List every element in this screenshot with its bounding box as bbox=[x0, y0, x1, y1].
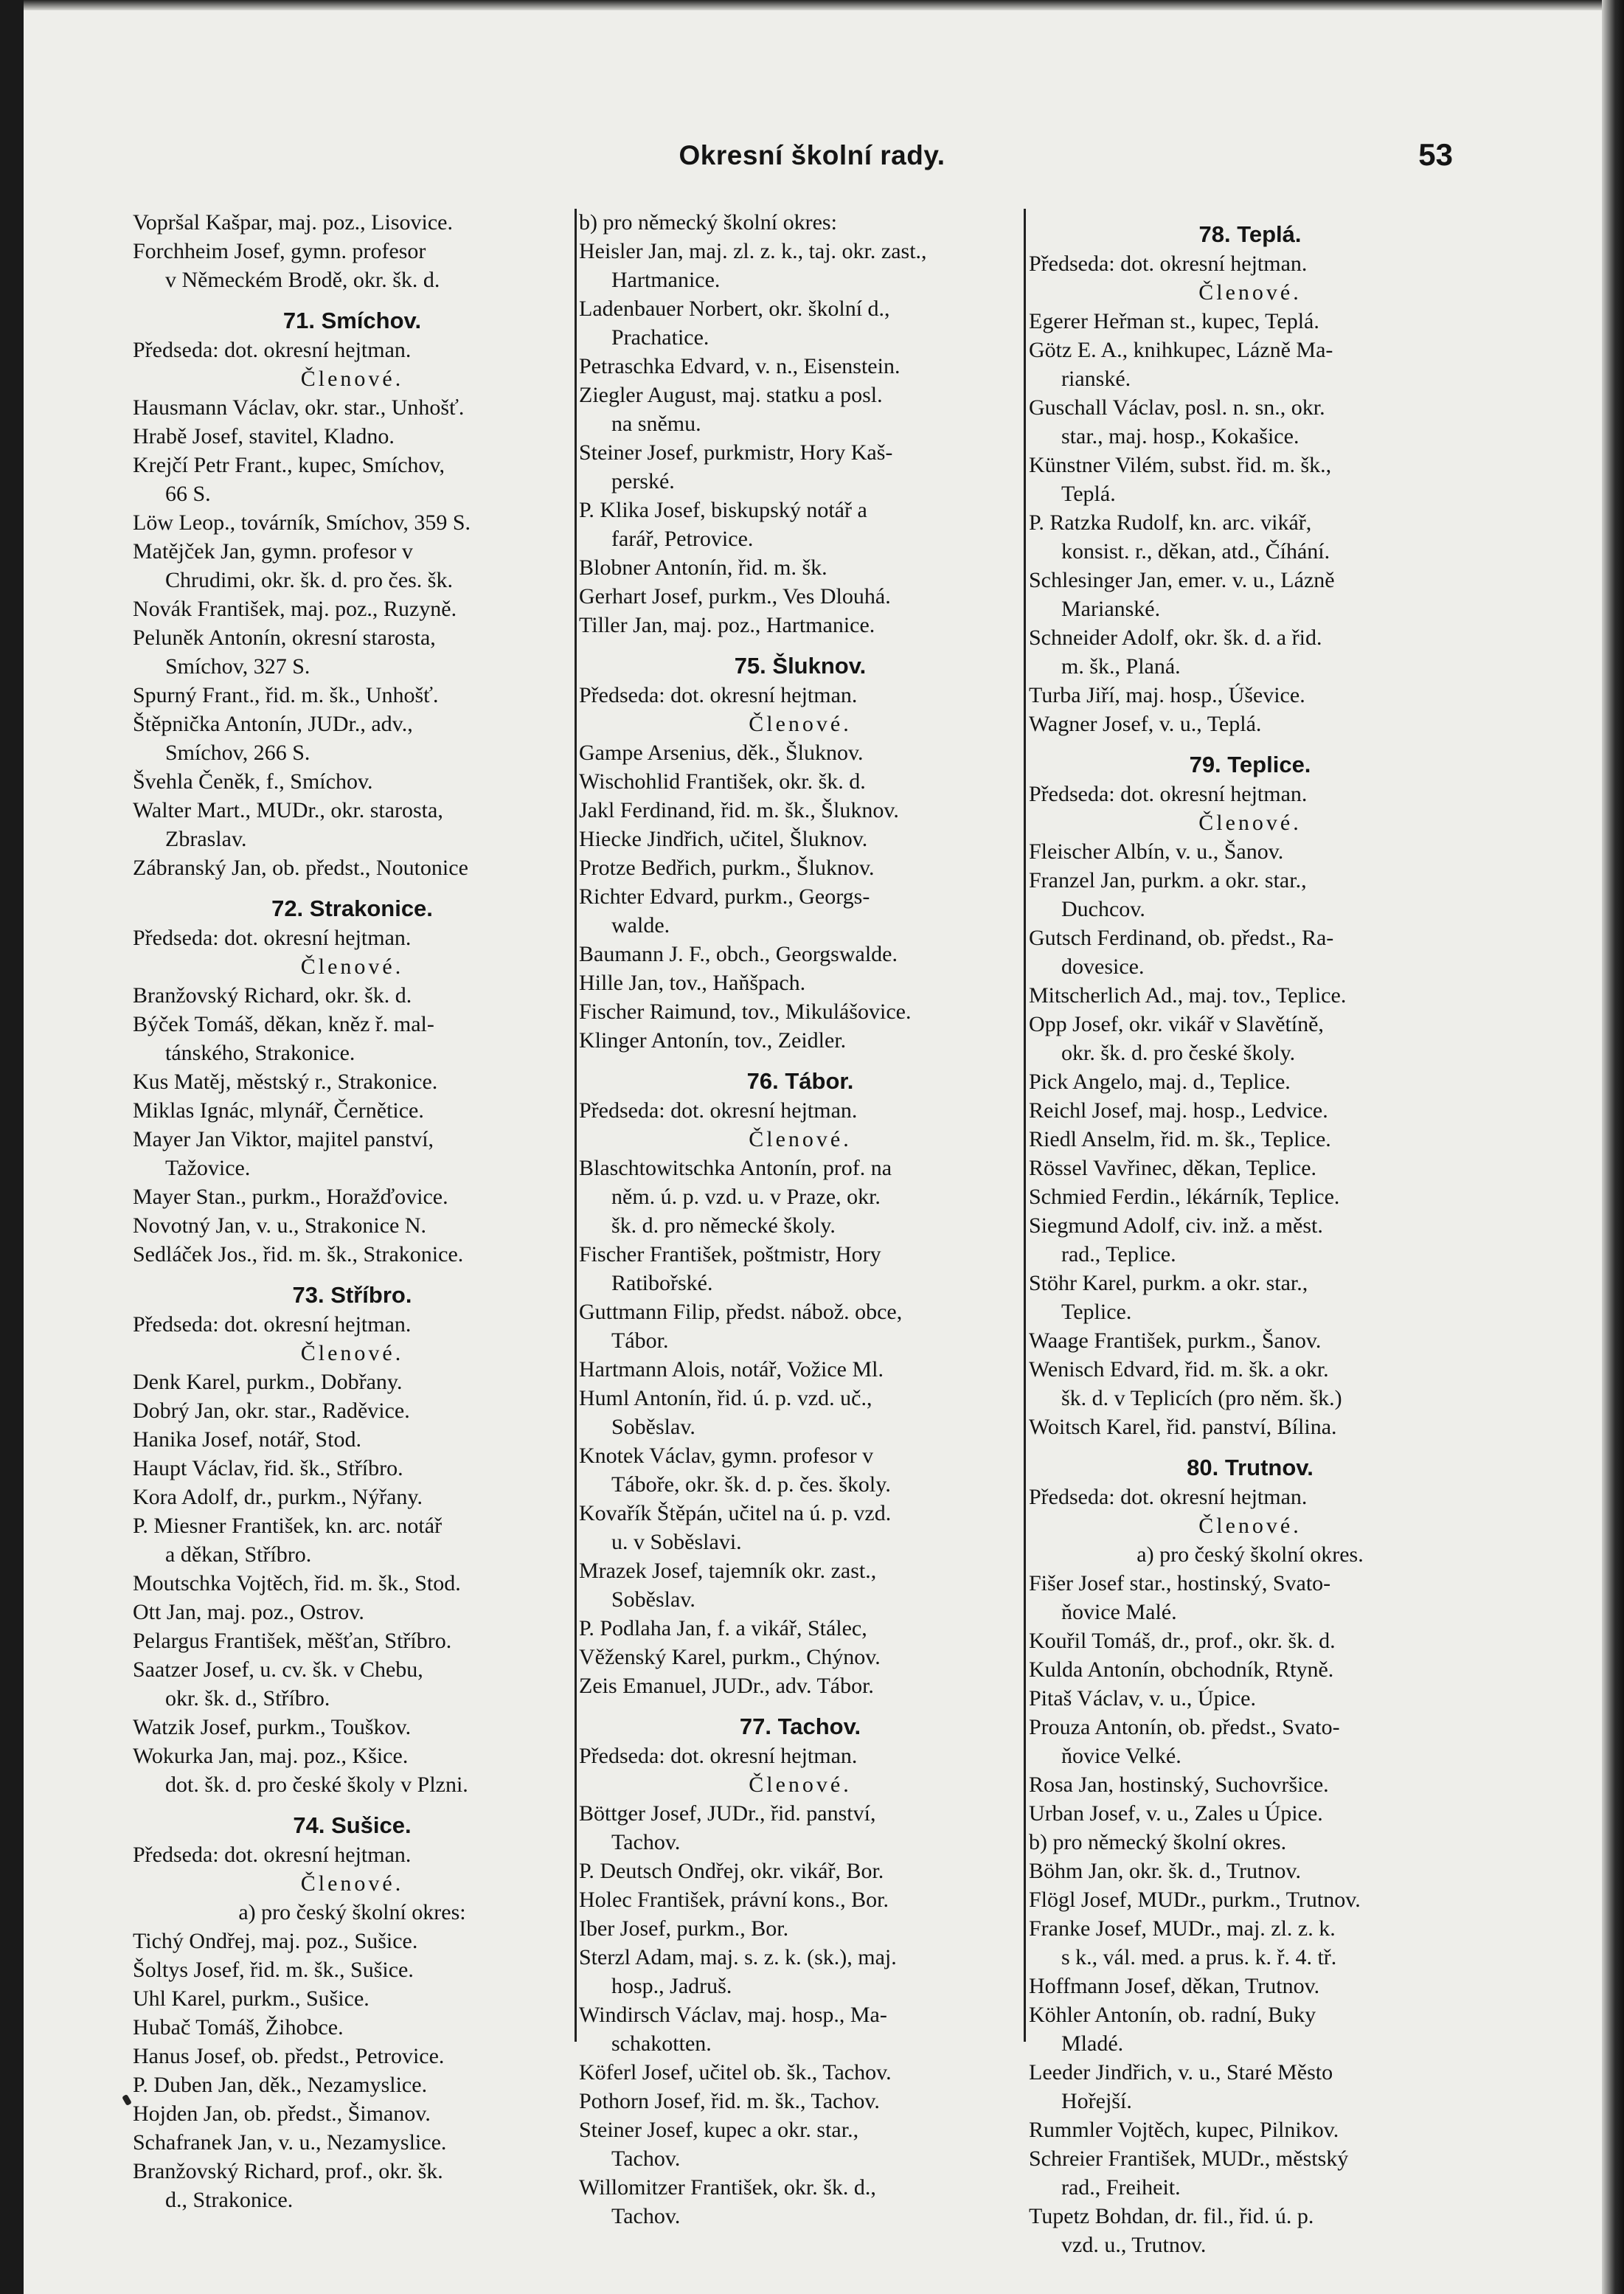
members-label: Členové. bbox=[1198, 1514, 1302, 1538]
entry-line: Tichý Ondřej, maj. poz., Sušice. bbox=[133, 1929, 418, 1953]
entry-line: Předseda: dot. okresní hejtman. bbox=[1029, 782, 1308, 806]
entry-line: Wokurka Jan, maj. poz., Kšice. bbox=[133, 1744, 409, 1768]
entry-continuation: Teplice. bbox=[1061, 1300, 1132, 1324]
members-label: Členové. bbox=[749, 712, 852, 736]
entry-line: Riedl Anselm, řid. m. šk., Teplice. bbox=[1029, 1127, 1331, 1151]
entry-line: Ott Jan, maj. poz., Ostrov. bbox=[133, 1600, 364, 1624]
entry-continuation: Soběslav. bbox=[611, 1415, 695, 1439]
entry-line: Waage František, purkm., Šanov. bbox=[1029, 1328, 1322, 1353]
entry-line: Hoffmann Josef, děkan, Trutnov. bbox=[1029, 1974, 1320, 1998]
entry-continuation: Prachatice. bbox=[611, 325, 709, 350]
entry-line: Fischer Raimund, tov., Mikulášovice. bbox=[579, 999, 912, 1024]
entry-line: Zeis Emanuel, JUDr., adv. Tábor. bbox=[579, 1674, 874, 1698]
entry-continuation: šk. d. v Teplicích (pro něm. šk.) bbox=[1061, 1386, 1342, 1410]
entry-line: Moutschka Vojtěch, řid. m. šk., Stod. bbox=[133, 1571, 461, 1595]
entry-line: Býček Tomáš, děkan, kněz ř. mal- bbox=[133, 1012, 434, 1036]
entry-line: Walter Mart., MUDr., okr. starosta, bbox=[133, 798, 443, 822]
entry-line: Huml Antonín, řid. ú. p. vzd. uč., bbox=[579, 1386, 872, 1410]
entry-line: Švehla Čeněk, f., Smíchov. bbox=[133, 769, 373, 794]
district-heading: 72. Strakonice. bbox=[271, 895, 433, 921]
entry-line: Holec František, právní kons., Bor. bbox=[579, 1888, 889, 1912]
entry-line: Franzel Jan, purkm. a okr. star., bbox=[1029, 868, 1307, 893]
entry-line: Guschall Václav, posl. n. sn., okr. bbox=[1029, 395, 1325, 420]
entry-line: Tiller Jan, maj. poz., Hartmanice. bbox=[579, 613, 875, 637]
entry-line: Prouza Antonín, ob. předst., Svato- bbox=[1029, 1715, 1340, 1739]
members-label: Členové. bbox=[1198, 280, 1302, 305]
entry-line: Richter Edvard, purkm., Georgs- bbox=[579, 884, 870, 909]
entry-continuation: d., Strakonice. bbox=[165, 2188, 294, 2212]
entry-line: Franke Josef, MUDr., maj. zl. z. k. bbox=[1029, 1916, 1336, 1941]
entry-line: Kouřil Tomáš, dr., prof., okr. šk. d. bbox=[1029, 1629, 1336, 1653]
entry-continuation: Mladé. bbox=[1061, 2031, 1124, 2056]
entry-line: Böttger Josef, JUDr., řid. panství, bbox=[579, 1801, 876, 1826]
entry-continuation: dot. šk. d. pro české školy v Plzni. bbox=[165, 1773, 468, 1797]
entry-line: Schlesinger Jan, emer. v. u., Lázně bbox=[1029, 568, 1335, 592]
entry-line: Hanika Josef, notář, Stod. bbox=[133, 1427, 361, 1452]
text-column-1 bbox=[133, 208, 572, 2212]
column-divider-2 bbox=[1024, 209, 1026, 2042]
column-divider-1 bbox=[575, 209, 577, 2042]
entry-line: Novák František, maj. poz., Ruzyně. bbox=[133, 597, 457, 621]
entry-line: Götz E. A., knihkupec, Lázně Ma- bbox=[1029, 338, 1333, 362]
entry-line: Haupt Václav, řid. šk., Stříbro. bbox=[133, 1456, 403, 1480]
entry-continuation: šk. d. pro německé školy. bbox=[611, 1213, 836, 1238]
entry-line: Guttmann Filip, předst. nábož. obce, bbox=[579, 1300, 903, 1324]
entry-continuation: perské. bbox=[611, 469, 675, 493]
subsection-label: a) pro český školní okres: bbox=[238, 1900, 466, 1924]
entry-line: Předseda: dot. okresní hejtman. bbox=[133, 1843, 412, 1867]
entry-line: Hiecke Jindřich, učitel, Šluknov. bbox=[579, 827, 868, 851]
entry-line: Vopršal Kašpar, maj. poz., Lisovice. bbox=[133, 210, 453, 235]
entry-line: Předseda: dot. okresní hejtman. bbox=[579, 683, 858, 707]
entry-line: Woitsch Karel, řid. panství, Bílina. bbox=[1029, 1415, 1337, 1439]
entry-line: P. Duben Jan, děk., Nezamyslice. bbox=[133, 2073, 428, 2097]
members-label: Členové. bbox=[300, 367, 404, 391]
members-label: Členové. bbox=[300, 1341, 404, 1365]
entry-line: Knotek Václav, gymn. profesor v bbox=[579, 1444, 874, 1468]
entry-line: Věženský Karel, purkm., Chýnov. bbox=[579, 1645, 881, 1669]
entry-continuation: Táboře, okr. šk. d. p. čes. školy. bbox=[611, 1472, 891, 1497]
entry-line: Tupetz Bohdan, dr. fil., řid. ú. p. bbox=[1029, 2204, 1314, 2228]
entry-line: Schreier František, MUDr., městský bbox=[1029, 2146, 1349, 2171]
entry-continuation: konsist. r., děkan, atd., Číhání. bbox=[1061, 539, 1330, 564]
entry-line: Krejčí Petr Frant., kupec, Smíchov, bbox=[133, 453, 445, 477]
entry-line: Branžovský Richard, okr. šk. d. bbox=[133, 983, 412, 1008]
entry-line: P. Klika Josef, biskupský notář a bbox=[579, 498, 867, 522]
entry-line: Opp Josef, okr. vikář v Slavětíně, bbox=[1029, 1012, 1324, 1036]
entry-line: Gutsch Ferdinand, ob. předst., Ra- bbox=[1029, 926, 1334, 950]
entry-line: Urban Josef, v. u., Zales u Úpice. bbox=[1029, 1801, 1323, 1826]
entry-line: Wenisch Edvard, řid. m. šk. a okr. bbox=[1029, 1357, 1329, 1382]
entry-line: Předseda: dot. okresní hejtman. bbox=[1029, 1485, 1308, 1509]
entry-line: Peluněk Antonín, okresní starosta, bbox=[133, 626, 436, 650]
entry-line: Pothorn Josef, řid. m. šk., Tachov. bbox=[579, 2089, 880, 2113]
entry-line: Hojden Jan, ob. předst., Šimanov. bbox=[133, 2101, 431, 2126]
entry-continuation: Ratibořské. bbox=[611, 1271, 713, 1295]
entry-continuation: v Německém Brodě, okr. šk. d. bbox=[165, 268, 440, 292]
entry-line: Zábranský Jan, ob. předst., Noutonice bbox=[133, 856, 468, 880]
entry-continuation: Smíchov, 327 S. bbox=[165, 654, 310, 679]
entry-line: Willomitzer František, okr. šk. d., bbox=[579, 2175, 876, 2200]
entry-line: Spurný Frant., řid. m. šk., Unhošť. bbox=[133, 683, 439, 707]
district-heading: 71. Smíchov. bbox=[282, 308, 422, 333]
entry-line: Protze Bedřich, purkm., Šluknov. bbox=[579, 856, 875, 880]
ink-speck bbox=[122, 2094, 132, 2106]
district-heading: 74. Sušice. bbox=[293, 1812, 412, 1838]
entry-continuation: hosp., Jadruš. bbox=[611, 1974, 732, 1998]
subsection-label: a) pro český školní okres. bbox=[1137, 1542, 1364, 1567]
entry-line: Iber Josef, purkm., Bor. bbox=[579, 1916, 789, 1941]
entry-continuation: Tábor. bbox=[611, 1328, 669, 1353]
entry-line: Köferl Josef, učitel ob. šk., Tachov. bbox=[579, 2060, 892, 2085]
entry-line: Blobner Antonín, řid. m. šk. bbox=[579, 555, 827, 580]
entry-continuation: něm. ú. p. vzd. u. v Praze, okr. bbox=[611, 1185, 881, 1209]
entry-line: P. Ratzka Rudolf, kn. arc. vikář, bbox=[1029, 510, 1312, 535]
entry-continuation: Chrudimi, okr. šk. d. pro čes. šk. bbox=[165, 568, 453, 592]
entry-continuation: s k., vál. med. a prus. k. ř. 4. tř. bbox=[1061, 1945, 1337, 1969]
entry-line: Reichl Josef, maj. hosp., Ledvice. bbox=[1029, 1098, 1328, 1123]
entry-continuation: Tachov. bbox=[611, 2204, 681, 2228]
entry-line: Dobrý Jan, okr. star., Raděvice. bbox=[133, 1399, 410, 1423]
entry-line: Gampe Arsenius, děk., Šluknov. bbox=[579, 741, 864, 765]
entry-line: Hubač Tomáš, Žihobce. bbox=[133, 2015, 344, 2040]
members-label: Členové. bbox=[300, 954, 404, 979]
entry-line: Pick Angelo, maj. d., Teplice. bbox=[1029, 1070, 1291, 1094]
entry-line: Löw Leop., továrník, Smíchov, 359 S. bbox=[133, 510, 471, 535]
entry-continuation: schakotten. bbox=[611, 2031, 712, 2056]
entry-continuation: okr. šk. d., Stříbro. bbox=[165, 1686, 330, 1711]
entry-line: Mitscherlich Ad., maj. tov., Teplice. bbox=[1029, 983, 1347, 1008]
entry-continuation: Hořejší. bbox=[1061, 2089, 1132, 2113]
entry-continuation: u. v Soběslavi. bbox=[611, 1530, 742, 1554]
entry-continuation: rad., Freiheit. bbox=[1061, 2175, 1181, 2200]
entry-line: Hausmann Václav, okr. star., Unhošť. bbox=[133, 395, 465, 420]
entry-line: Předseda: dot. okresní hejtman. bbox=[579, 1744, 858, 1768]
entry-line: Schafranek Jan, v. u., Nezamyslice. bbox=[133, 2130, 447, 2155]
entry-line: Šoltys Josef, řid. m. šk., Sušice. bbox=[133, 1958, 414, 1982]
entry-continuation: Hartmanice. bbox=[611, 268, 721, 292]
entry-continuation: farář, Petrovice. bbox=[611, 527, 754, 551]
text-column-3 bbox=[1029, 208, 1471, 2257]
entry-line: Mayer Jan Viktor, majitel panství, bbox=[133, 1127, 434, 1151]
entry-line: P. Miesner František, kn. arc. notář bbox=[133, 1514, 443, 1538]
entry-line: Předseda: dot. okresní hejtman. bbox=[579, 1098, 858, 1123]
entry-line: Siegmund Adolf, civ. inž. a měst. bbox=[1029, 1213, 1323, 1238]
district-heading: 76. Tábor. bbox=[746, 1068, 854, 1094]
members-label: Členové. bbox=[749, 1127, 852, 1151]
entry-line: Schmied Ferdin., lékárník, Teplice. bbox=[1029, 1185, 1340, 1209]
scan-top-edge bbox=[0, 0, 1624, 10]
entry-line: Wagner Josef, v. u., Teplá. bbox=[1029, 712, 1262, 736]
entry-line: Künstner Vilém, subst. řid. m. šk., bbox=[1029, 453, 1332, 477]
entry-line: Windirsch Václav, maj. hosp., Ma- bbox=[579, 2003, 887, 2027]
entry-line: Baumann J. F., obch., Georgswalde. bbox=[579, 942, 898, 966]
entry-continuation: ňovice Velké. bbox=[1061, 1744, 1181, 1768]
entry-line: P. Deutsch Ondřej, okr. vikář, Bor. bbox=[579, 1859, 884, 1883]
entry-line: Jakl Ferdinand, řid. m. šk., Šluknov. bbox=[579, 798, 899, 822]
entry-continuation: Zbraslav. bbox=[165, 827, 247, 851]
entry-continuation: star., maj. hosp., Kokašice. bbox=[1061, 424, 1299, 448]
entry-continuation: rad., Teplice. bbox=[1061, 1242, 1176, 1266]
entry-line: Předseda: dot. okresní hejtman. bbox=[1029, 252, 1308, 276]
entry-line: Blaschtowitschka Antonín, prof. na bbox=[579, 1156, 892, 1180]
entry-continuation: Soběslav. bbox=[611, 1587, 695, 1612]
entry-line: Štěpnička Antonín, JUDr., adv., bbox=[133, 712, 413, 736]
entry-line: Miklas Ignác, mlynář, Černětice. bbox=[133, 1098, 424, 1123]
district-heading: 75. Šluknov. bbox=[734, 653, 867, 679]
entry-line: Schneider Adolf, okr. šk. d. a řid. bbox=[1029, 626, 1322, 650]
entry-line: Steiner Josef, kupec a okr. star., bbox=[579, 2118, 859, 2142]
entry-line: Köhler Antonín, ob. radní, Buky bbox=[1029, 2003, 1316, 2027]
scan-left-edge bbox=[0, 0, 24, 2294]
entry-line: Hille Jan, tov., Haňšpach. bbox=[579, 971, 806, 995]
running-header-title: Okresní školní rady. bbox=[679, 140, 945, 170]
entry-line: Turba Jiří, maj. hosp., Úševice. bbox=[1029, 683, 1305, 707]
entry-continuation: Smíchov, 266 S. bbox=[165, 741, 310, 765]
entry-line: Petraschka Edvard, v. n., Eisenstein. bbox=[579, 354, 901, 378]
entry-line: Rosa Jan, hostinský, Suchovršice. bbox=[1029, 1773, 1329, 1797]
entry-line: P. Podlaha Jan, f. a vikář, Stálec, bbox=[579, 1616, 867, 1640]
entry-line: Kora Adolf, dr., purkm., Nýřany. bbox=[133, 1485, 423, 1509]
entry-line: Kus Matěj, městský r., Strakonice. bbox=[133, 1070, 438, 1094]
entry-continuation: okr. šk. d. pro české školy. bbox=[1061, 1041, 1296, 1065]
entry-line: Hrabě Josef, stavitel, Kladno. bbox=[133, 424, 395, 448]
entry-line: Uhl Karel, purkm., Sušice. bbox=[133, 1986, 369, 2011]
entry-line: Leeder Jindřich, v. u., Staré Město bbox=[1029, 2060, 1333, 2085]
page-number: 53 bbox=[1418, 137, 1453, 172]
entry-continuation: rianské. bbox=[1061, 367, 1131, 391]
entry-continuation: Tažovice. bbox=[165, 1156, 251, 1180]
entry-continuation: Tachov. bbox=[611, 2146, 681, 2171]
entry-continuation: a děkan, Stříbro. bbox=[165, 1542, 312, 1567]
entry-continuation: Tachov. bbox=[611, 1830, 681, 1854]
entry-continuation: tánského, Strakonice. bbox=[165, 1041, 355, 1065]
members-label: Členové. bbox=[1198, 811, 1302, 835]
entry-continuation: Teplá. bbox=[1061, 482, 1116, 506]
entry-line: Pitaš Václav, v. u., Úpice. bbox=[1029, 1686, 1256, 1711]
entry-line: Branžovský Richard, prof., okr. šk. bbox=[133, 2159, 443, 2183]
entry-line: Klinger Antonín, tov., Zeidler. bbox=[579, 1028, 847, 1053]
entry-line: Ziegler August, maj. statku a posl. bbox=[579, 383, 883, 407]
entry-continuation: Duchcov. bbox=[1061, 897, 1145, 921]
district-heading: 80. Trutnov. bbox=[1187, 1455, 1314, 1480]
entry-line: Fischer František, poštmistr, Hory bbox=[579, 1242, 881, 1266]
entry-line: Wischohlid František, okr. šk. d. bbox=[579, 769, 866, 794]
entry-line: Watzik Josef, purkm., Touškov. bbox=[133, 1715, 412, 1739]
entry-line: Pelargus František, měšťan, Stříbro. bbox=[133, 1629, 452, 1653]
entry-continuation: walde. bbox=[611, 913, 670, 938]
district-heading: 77. Tachov. bbox=[739, 1713, 861, 1739]
members-label: Členové. bbox=[749, 1773, 852, 1797]
scan-right-edge bbox=[1602, 0, 1624, 2294]
entry-line: Fleischer Albín, v. u., Šanov. bbox=[1029, 839, 1284, 864]
entry-line: Forchheim Josef, gymn. profesor bbox=[133, 239, 426, 263]
entry-line: Kulda Antonín, obchodník, Rtyně. bbox=[1029, 1657, 1334, 1682]
entry-line: Saatzer Josef, u. cv. šk. v Chebu, bbox=[133, 1657, 423, 1682]
entry-line: Sedláček Jos., řid. m. šk., Strakonice. bbox=[133, 1242, 464, 1266]
entry-line: Heisler Jan, maj. zl. z. k., taj. okr. zast., bbox=[579, 239, 927, 263]
entry-line: Matějček Jan, gymn. profesor v bbox=[133, 539, 413, 564]
entry-continuation: na sněmu. bbox=[611, 412, 701, 436]
entry-line: Sterzl Adam, maj. s. z. k. (sk.), maj. bbox=[579, 1945, 897, 1969]
entry-line: Steiner Josef, purkmistr, Hory Kaš- bbox=[579, 440, 893, 465]
entry-line: Mrazek Josef, tajemník okr. zast., bbox=[579, 1559, 877, 1583]
district-heading: 78. Teplá. bbox=[1198, 221, 1302, 247]
entry-line: Kovařík Štěpán, učitel na ú. p. vzd. bbox=[579, 1501, 892, 1525]
entry-line: Hanus Josef, ob. předst., Petrovice. bbox=[133, 2044, 445, 2068]
entry-continuation: 66 S. bbox=[165, 482, 211, 506]
entry-continuation: m. šk., Planá. bbox=[1061, 654, 1181, 679]
entry-line: Předseda: dot. okresní hejtman. bbox=[133, 1312, 412, 1337]
entry-continuation: dovesice. bbox=[1061, 954, 1145, 979]
entry-line: b) pro německý školní okres. bbox=[1029, 1830, 1287, 1854]
entry-line: Mayer Stan., purkm., Horažďovice. bbox=[133, 1185, 448, 1209]
entry-line: Předseda: dot. okresní hejtman. bbox=[133, 926, 412, 950]
entry-line: Egerer Heřman st., kupec, Teplá. bbox=[1029, 309, 1319, 333]
members-label: Členové. bbox=[300, 1871, 404, 1896]
district-heading: 73. Stříbro. bbox=[292, 1282, 412, 1308]
entry-line: Böhm Jan, okr. šk. d., Trutnov. bbox=[1029, 1859, 1301, 1883]
entry-line: Stöhr Karel, purkm. a okr. star., bbox=[1029, 1271, 1308, 1295]
entry-continuation: Marianské. bbox=[1061, 597, 1161, 621]
entry-line: Gerhart Josef, purkm., Ves Dlouhá. bbox=[579, 584, 891, 609]
entry-line: Denk Karel, purkm., Dobřany. bbox=[133, 1370, 403, 1394]
entry-line: Rössel Vavřinec, děkan, Teplice. bbox=[1029, 1156, 1317, 1180]
district-heading: 79. Teplice. bbox=[1189, 752, 1311, 777]
entry-line: b) pro německý školní okres: bbox=[579, 210, 837, 235]
entry-line: Novotný Jan, v. u., Strakonice N. bbox=[133, 1213, 426, 1238]
entry-line: Ladenbauer Norbert, okr. školní d., bbox=[579, 297, 890, 321]
entry-line: Fišer Josef star., hostinský, Svato- bbox=[1029, 1571, 1331, 1595]
entry-continuation: vzd. u., Trutnov. bbox=[1061, 2233, 1207, 2257]
entry-continuation: ňovice Malé. bbox=[1061, 1600, 1177, 1624]
entry-line: Rummler Vojtěch, kupec, Pilnikov. bbox=[1029, 2118, 1339, 2142]
text-column-2 bbox=[579, 208, 1021, 2228]
entry-line: Flögl Josef, MUDr., purkm., Trutnov. bbox=[1029, 1888, 1361, 1912]
entry-line: Hartmann Alois, notář, Vožice Ml. bbox=[579, 1357, 884, 1382]
entry-line: Předseda: dot. okresní hejtman. bbox=[133, 338, 412, 362]
